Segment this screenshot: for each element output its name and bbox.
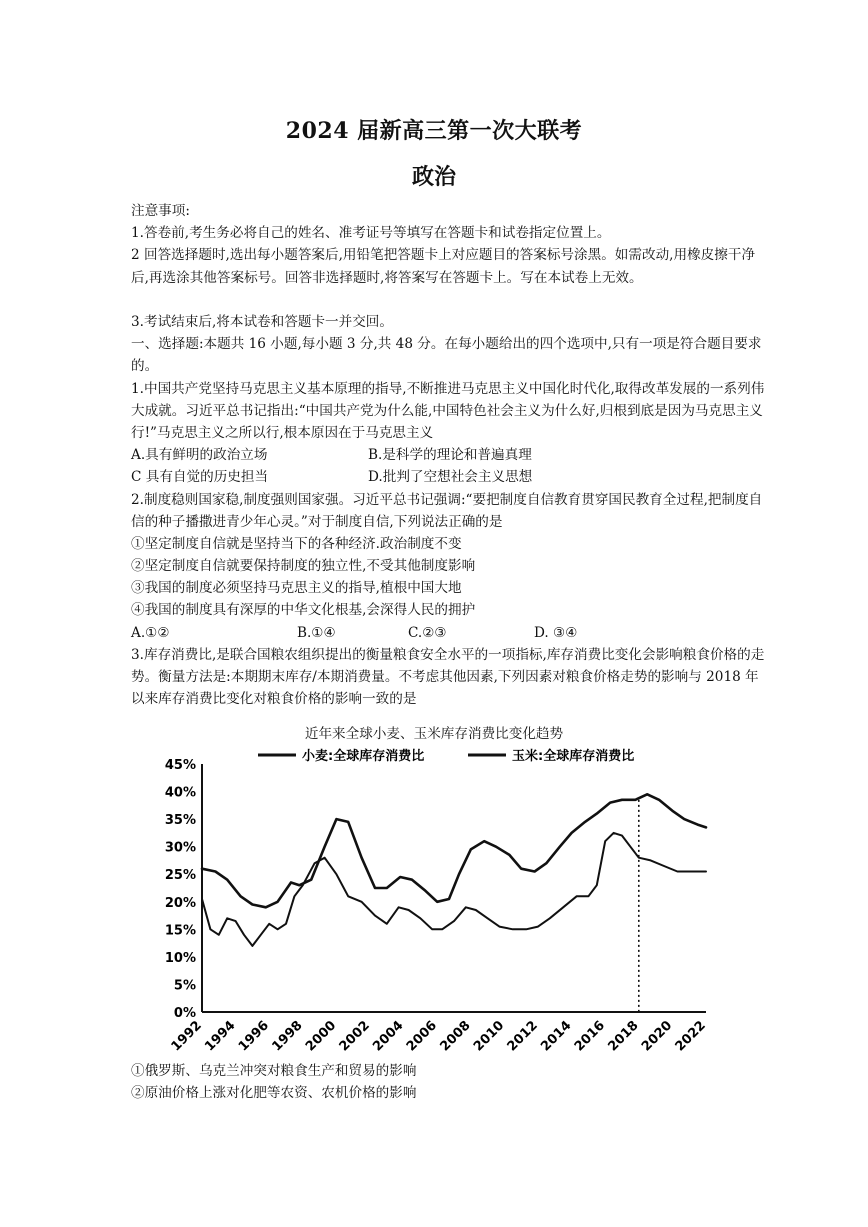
notice-item: 1.答卷前,考生务必将自己的姓名、准考证号等填写在答题卡和试卷指定位置上。 xyxy=(131,225,611,242)
y-tick-label: 5% xyxy=(173,978,196,994)
question-1-options xyxy=(131,466,771,488)
x-tick-label: 2022 xyxy=(672,1018,709,1055)
y-tick-label: 25% xyxy=(164,868,196,884)
notice-heading: 注意事项: xyxy=(131,203,190,219)
legend-label-corn: 玉米:全球库存消费比 xyxy=(512,749,635,764)
option-c: C.②③ xyxy=(408,624,447,641)
x-tick-label: 2010 xyxy=(471,1018,508,1055)
x-tick-label: 2020 xyxy=(639,1018,676,1055)
exam-body xyxy=(131,200,771,710)
y-tick-label: 30% xyxy=(164,840,196,856)
x-tick-label: 2000 xyxy=(303,1018,340,1055)
option-b: B.是科学的理论和普遍真理 xyxy=(368,447,532,464)
x-tick-label: 2012 xyxy=(504,1018,541,1055)
question-2-item: ①坚定制度自信就是坚持当下的各种经济.政治制度不变 xyxy=(131,535,462,552)
legend-label-wheat: 小麦:全球库存消费比 xyxy=(302,749,425,764)
question-2-item: ③我国的制度必须坚持马克思主义的指导,植根中国大地 xyxy=(131,580,462,597)
x-tick-label: 2004 xyxy=(370,1018,407,1055)
question-2-item: ②坚定制度自信就要保持制度的独立性,不受其他制度影响 xyxy=(131,558,476,575)
question-3-item: ①俄罗斯、乌克兰冲突对粮食生产和贸易的影响 xyxy=(131,1063,417,1079)
question-3-stem: 3.库存消费比,是联合国粮农组织提出的衡量粮食安全水平的一项指标,库存消费比变化会影响粮食价格的走势。衡量方法是:本期期末库存/本期消费量。不考虑其他因素,下列因素对粮食价格走势的影响与 2018 年以来库存消费比变化对粮食价格的影响一致的是 xyxy=(131,646,765,708)
x-tick-label: 2006 xyxy=(403,1018,441,1055)
section-intro: 一、选择题:本题共 16 小题,每小题 3 分,共 48 分。在每小题给出的四个选项中,只有一项是符合题目要求的。 xyxy=(131,336,762,375)
y-tick-label: 15% xyxy=(164,923,196,939)
y-tick-label: 10% xyxy=(164,950,196,966)
question-3-items xyxy=(131,1060,771,1104)
x-tick-label: 2008 xyxy=(437,1018,474,1055)
x-tick-label: 2018 xyxy=(605,1018,642,1055)
question-1-options xyxy=(131,444,771,466)
x-tick-label: 2014 xyxy=(538,1018,575,1055)
x-tick-label: 1996 xyxy=(235,1018,273,1055)
option-d: D. ③④ xyxy=(534,624,578,641)
question-2-item: ④我国的制度具有深厚的中华文化根基,会深得人民的拥护 xyxy=(131,602,476,619)
x-tick-label: 1994 xyxy=(202,1018,239,1055)
x-tick-label: 2016 xyxy=(571,1018,609,1055)
x-tick-label: 1992 xyxy=(168,1018,205,1055)
y-tick-label: 45% xyxy=(164,758,196,773)
option-a: A.①② xyxy=(131,624,170,641)
question-2-options xyxy=(131,622,771,644)
option-b: B.①④ xyxy=(297,624,336,641)
chart-title: 近年来全球小麦、玉米库存消费比变化趋势 xyxy=(304,726,564,742)
stock-consumption-ratio-chart xyxy=(150,740,720,1058)
option-d: D.批判了空想社会主义思想 xyxy=(368,469,533,486)
x-tick-label: 2002 xyxy=(336,1018,373,1055)
x-tick-label: 1998 xyxy=(269,1018,306,1055)
question-1-stem: 1.中国共产党坚持马克思主义基本原理的指导,不断推进马克思主义中国化时代化,取得改革发展的一系列伟大成就。习近平总书记指出:“中国共产党为什么能,中国特色社会主义为什么好,归根到底是因为马克思主义行!”马克思主义之所以行,根本原因在于马克思主义 xyxy=(131,380,765,441)
y-tick-label: 40% xyxy=(164,785,196,801)
notice-item: 3.考试结束后,将本试卷和答题卡一并交回。 xyxy=(131,313,393,330)
question-2-stem: 2.制度稳则国家稳,制度强则国家强。习近平总书记强调:“要把制度自信教育贯穿国民教育全过程,把制度自信的种子播撒进青少年心灵。”对于制度自信,下列说法正确的是 xyxy=(131,491,763,530)
notice-item: 2 回答选择题时,选出每小题答案后,用铅笔把答题卡上对应题目的答案标号涂黑。如需改动,用橡皮擦干净后,再选涂其他答案标号。回答非选择题时,将答案写在答题卡上。写在本试卷上无效。 xyxy=(131,247,756,286)
y-tick-label: 0% xyxy=(173,1006,196,1021)
subject-title: 政治 xyxy=(411,164,456,190)
exam-title: 2024 届新高三第一次大联考 xyxy=(285,118,583,144)
option-a: A.具有鲜明的政治立场 xyxy=(131,447,268,464)
question-3-item: ②原油价格上涨对化肥等农资、农机价格的影响 xyxy=(131,1085,417,1102)
series-line-wheat xyxy=(202,794,706,907)
y-tick-label: 35% xyxy=(164,813,196,829)
option-c: C 具有自觉的历史担当 xyxy=(131,469,269,486)
y-tick-label: 20% xyxy=(164,895,196,911)
